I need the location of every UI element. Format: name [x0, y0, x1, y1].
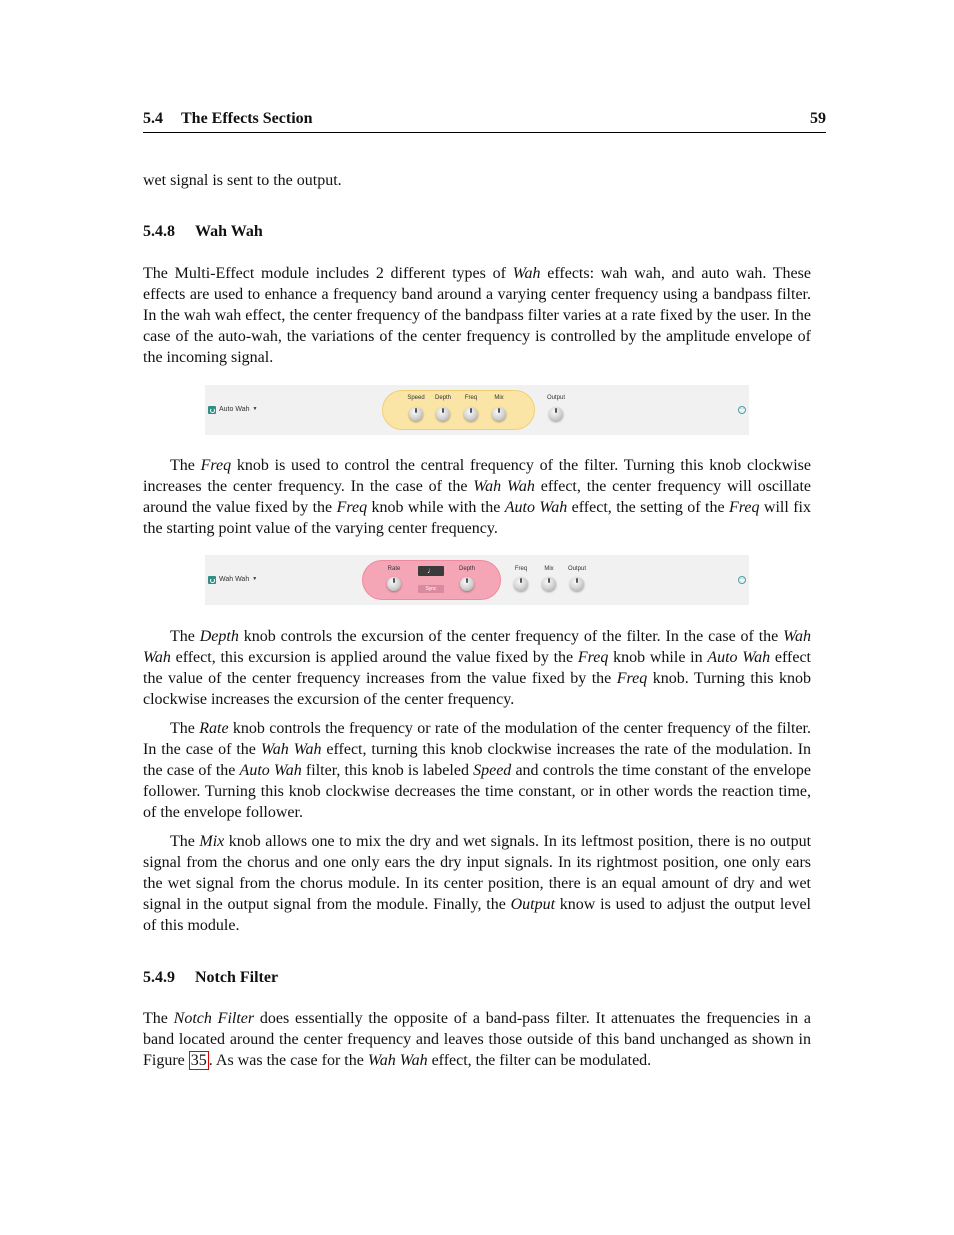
- mix-label: Mix: [544, 566, 554, 572]
- intro-line: wet signal is sent to the output.: [143, 172, 342, 189]
- auto-wah-panel: [205, 385, 749, 435]
- effect-selector[interactable]: Wah Wah ▼: [219, 576, 258, 583]
- sync-button[interactable]: Sync: [418, 585, 444, 593]
- paragraph-depth: The Depth knob controls the excursion of the center frequency of the filter. In the case of the Wah Wah effect, this excursion is applied around the value fixed by the Freq knob while in Auto Wah effect the value of the center frequency increases from the value fixed by the Freq knob. Turning this knob clockwise increases the excursion of the center frequency.: [143, 628, 812, 708]
- speed-knob[interactable]: [409, 407, 423, 421]
- freq-knob[interactable]: [464, 407, 478, 421]
- note-value-button[interactable]: ♩: [418, 566, 444, 576]
- figure-link[interactable]: 35: [190, 1052, 207, 1069]
- effect-selector[interactable]: Auto Wah ▼: [219, 406, 258, 413]
- section-heading-wahwah: 5.4.8 Wah Wah: [143, 223, 263, 240]
- paragraph-notch: The Notch Filter does essentially the opposite of a band-pass filter. It attenuates the frequencies in a band located around the center frequency and leaves those outside of this band unchanged as shown in Figure 35 . As was the case for the Wah Wah effect, the filter can be modulated.: [143, 1010, 812, 1069]
- rate-label: Rate: [387, 566, 401, 572]
- output-knob[interactable]: [570, 577, 584, 591]
- section-heading-notch: 5.4.9 Notch Filter: [143, 969, 279, 986]
- power-icon[interactable]: [208, 406, 216, 414]
- menu-icon[interactable]: ···: [739, 576, 745, 582]
- wah-wah-panel: [205, 555, 749, 605]
- freq-label: Freq: [464, 395, 478, 401]
- depth-label: Depth: [458, 566, 476, 572]
- freq-label: Freq: [514, 566, 528, 572]
- freq-knob[interactable]: [514, 577, 528, 591]
- depth-knob[interactable]: [436, 407, 450, 421]
- page-number: 59: [810, 110, 826, 127]
- paragraph-wahwah-intro: The Multi-Effect module includes 2 different types of Wah effects: wah wah, and auto wah. These effects are used to enhance a frequency band around a varying center frequency using a bandpass filter. In the wah wah effect, the center frequency of the bandpass filter varies at a rate fixed by the user. In the case of the auto-wah, the variations of the center frequency is controlled by the amplitude envelope of the incoming signal.: [143, 265, 811, 366]
- mix-knob[interactable]: [542, 577, 556, 591]
- header-section: 5.4 The Effects Section: [143, 110, 313, 127]
- output-knob[interactable]: [549, 407, 563, 421]
- rate-knob[interactable]: [387, 577, 401, 591]
- output-label: Output: [546, 395, 566, 401]
- output-label: Output: [567, 566, 587, 572]
- menu-icon[interactable]: ···: [739, 406, 745, 412]
- speed-label: Speed: [407, 395, 425, 401]
- mix-label: Mix: [494, 395, 504, 401]
- depth-label: Depth: [434, 395, 452, 401]
- mix-knob[interactable]: [492, 407, 506, 421]
- depth-knob[interactable]: [460, 577, 474, 591]
- paragraph-rate: The Rate knob controls the frequency or rate of the modulation of the center frequency of the filter. In the case of the Wah Wah effect, turning this knob clockwise increases the rate of the modulation. In the case of the Auto Wah filter, this knob is labeled Speed and controls the time constant of the envelope follower. Turning this knob clockwise decreases the time constant, or in other words the reaction time, of the envelope follower.: [143, 720, 812, 821]
- running-header: [143, 108, 826, 133]
- modulation-group: [382, 390, 535, 430]
- power-icon[interactable]: [208, 576, 216, 584]
- paragraph-mix: The Mix knob allows one to mix the dry and wet signals. In its leftmost position, there is no output signal from the chorus and one only ears the dry input signals. In its rightmost position, one only ears the wet signal from the chorus module. In its center position, there is an equal amount of dry and wet signal in the output signal from the module. Finally, the Output know is used to adjust the output level of this module.: [143, 833, 812, 934]
- paragraph-freq: The Freq knob is used to control the central frequency of the filter. Turning this knob clockwise increases the center frequency. In the case of the Wah Wah effect, the center frequency will oscillate around the value fixed by the Freq knob while with the Auto Wah effect, the setting of the Freq will fix the starting point value of the varying center frequency.: [143, 457, 812, 537]
